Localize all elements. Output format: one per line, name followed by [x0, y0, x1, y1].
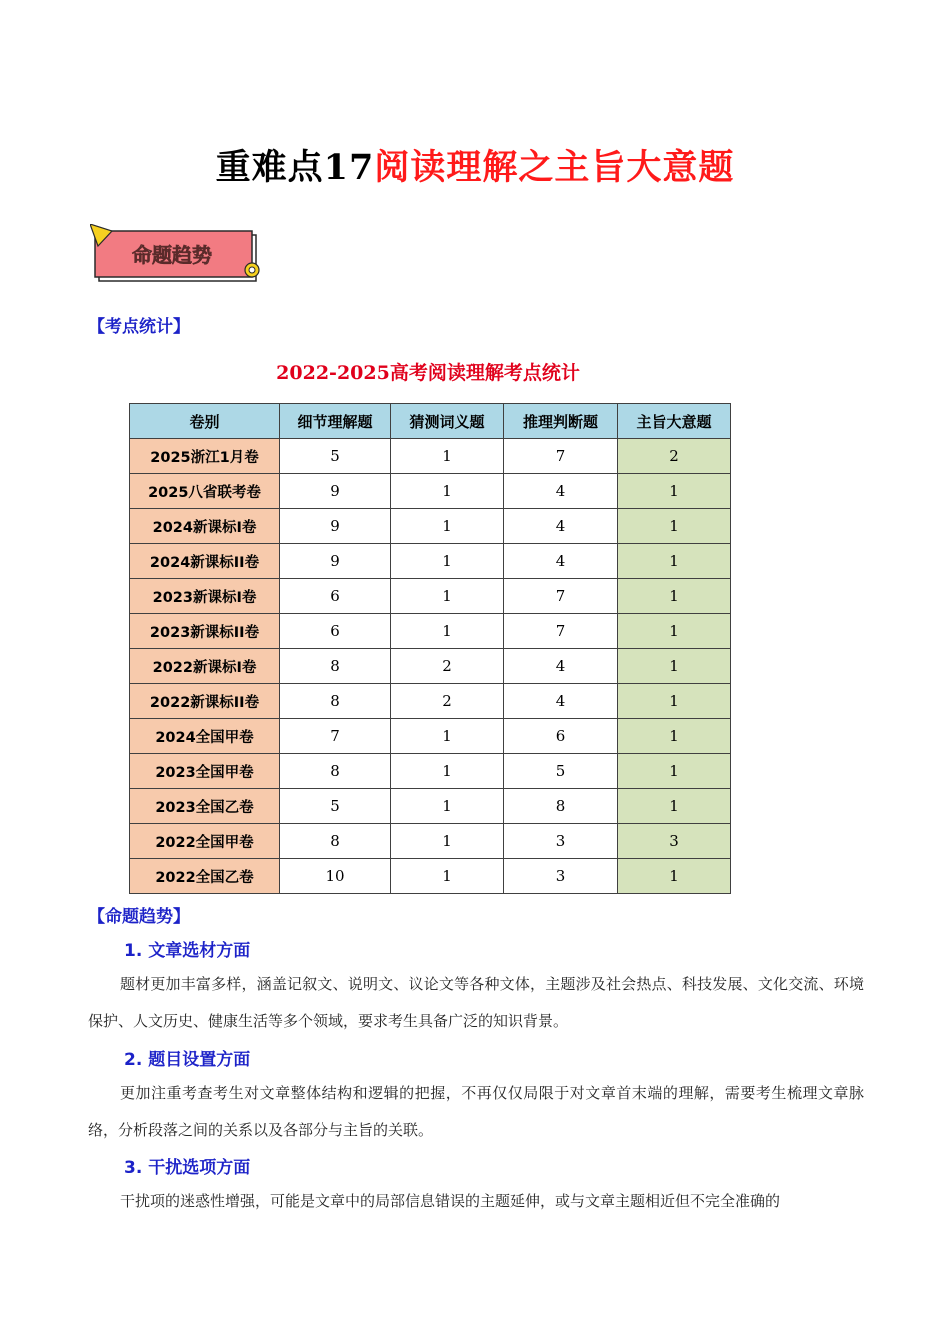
- title-number: 17: [323, 147, 375, 188]
- table-row: [130, 614, 731, 649]
- table-row: [130, 579, 731, 614]
- paper-name-cell: 2022全国乙卷: [130, 859, 280, 894]
- count-cell: 5: [504, 754, 618, 789]
- table-row: [130, 789, 731, 824]
- count-cell: 4: [504, 649, 618, 684]
- count-cell: 8: [280, 754, 391, 789]
- count-cell: 3: [618, 824, 731, 859]
- count-cell: 8: [280, 649, 391, 684]
- section-paragraph: 更加注重考查考生对文章整体结构和逻辑的把握，不再仅仅局限于对文章首末端的理解，需要考生梳理文章脉络，分析段落之间的关系以及各部分与主旨的关联。: [88, 1084, 864, 1139]
- section-heading: 3. 干扰选项方面: [124, 1158, 251, 1178]
- section-paragraph: 干扰项的迷惑性增强，可能是文章中的局部信息错误的主题延伸，或与文章主题相近但不完全准确的: [120, 1192, 781, 1210]
- paper-name-cell: 2024新课标II卷: [130, 544, 280, 579]
- table-row: [130, 684, 731, 719]
- count-cell: 7: [504, 579, 618, 614]
- table-row: [130, 649, 731, 684]
- count-cell: 10: [280, 859, 391, 894]
- count-cell: 1: [618, 649, 731, 684]
- count-cell: 1: [618, 509, 731, 544]
- paper-name-cell: 2022新课标I卷: [130, 649, 280, 684]
- count-cell: 1: [391, 509, 504, 544]
- section-heading: 1. 文章选材方面: [124, 941, 251, 961]
- count-cell: 1: [391, 754, 504, 789]
- table-row: [130, 439, 731, 474]
- header-cell: 猜测词义题: [391, 404, 504, 439]
- count-cell: 6: [280, 614, 391, 649]
- count-cell: 8: [280, 824, 391, 859]
- count-cell: 8: [504, 789, 618, 824]
- count-cell: 2: [391, 684, 504, 719]
- trend-label: 【命题趋势】: [88, 907, 190, 927]
- count-cell: 1: [391, 474, 504, 509]
- count-cell: 1: [618, 719, 731, 754]
- count-cell: 1: [391, 789, 504, 824]
- stats-table: [129, 403, 731, 894]
- stats-label: 【考点统计】: [88, 317, 190, 337]
- paper-name-cell: 2025八省联考卷: [130, 474, 280, 509]
- header-cell: 主旨大意题: [618, 404, 731, 439]
- count-cell: 1: [391, 719, 504, 754]
- paper-name-cell: 2022新课标II卷: [130, 684, 280, 719]
- count-cell: 2: [391, 649, 504, 684]
- count-cell: 9: [280, 474, 391, 509]
- count-cell: 6: [504, 719, 618, 754]
- count-cell: 1: [618, 684, 731, 719]
- count-cell: 1: [391, 544, 504, 579]
- table-header-row: [130, 404, 731, 439]
- count-cell: 6: [280, 579, 391, 614]
- table-row: [130, 859, 731, 894]
- table-row: [130, 509, 731, 544]
- header-cell: 卷别: [130, 404, 280, 439]
- count-cell: 1: [618, 579, 731, 614]
- count-cell: 1: [618, 789, 731, 824]
- count-cell: 2: [618, 439, 731, 474]
- table-row: [130, 544, 731, 579]
- count-cell: 1: [618, 614, 731, 649]
- count-cell: 5: [280, 789, 391, 824]
- count-cell: 1: [391, 439, 504, 474]
- table-row: [130, 824, 731, 859]
- section-heading: 2. 题目设置方面: [124, 1050, 251, 1070]
- count-cell: 4: [504, 544, 618, 579]
- paper-name-cell: 2023新课标I卷: [130, 579, 280, 614]
- table-row: [130, 719, 731, 754]
- paper-name-cell: 2023新课标II卷: [130, 614, 280, 649]
- count-cell: 1: [618, 474, 731, 509]
- count-cell: 4: [504, 509, 618, 544]
- table-row: [130, 474, 731, 509]
- header-cell: 推理判断题: [504, 404, 618, 439]
- table-title: 2022-2025高考阅读理解考点统计: [276, 362, 580, 384]
- badge-label: 命题趋势: [132, 243, 212, 267]
- trend-badge: [90, 224, 262, 286]
- count-cell: 4: [504, 474, 618, 509]
- count-cell: 9: [280, 544, 391, 579]
- header-cell: 细节理解题: [280, 404, 391, 439]
- paper-name-cell: 2025浙江1月卷: [130, 439, 280, 474]
- count-cell: 7: [504, 439, 618, 474]
- count-cell: 1: [391, 859, 504, 894]
- page-title: [0, 140, 950, 190]
- count-cell: 7: [504, 614, 618, 649]
- count-cell: 1: [391, 824, 504, 859]
- count-cell: 9: [280, 509, 391, 544]
- count-cell: 1: [391, 614, 504, 649]
- title-highlight: 阅读理解之主旨大意题: [374, 148, 735, 188]
- badge-graphic: [90, 224, 262, 286]
- section-paragraph: 题材更加丰富多样，涵盖记叙文、说明文、议论文等各种文体，主题涉及社会热点、科技发展、文化交流、环境保护、人文历史、健康生活等多个领域，要求考生具备广泛的知识背景。: [88, 975, 864, 1030]
- paper-name-cell: 2024新课标I卷: [130, 509, 280, 544]
- count-cell: 3: [504, 824, 618, 859]
- count-cell: 1: [618, 754, 731, 789]
- count-cell: 1: [391, 579, 504, 614]
- paper-name-cell: 2023全国乙卷: [130, 789, 280, 824]
- count-cell: 4: [504, 684, 618, 719]
- count-cell: 8: [280, 684, 391, 719]
- paper-name-cell: 2022全国甲卷: [130, 824, 280, 859]
- count-cell: 1: [618, 544, 731, 579]
- paper-name-cell: 2024全国甲卷: [130, 719, 280, 754]
- count-cell: 5: [280, 439, 391, 474]
- count-cell: 3: [504, 859, 618, 894]
- paper-name-cell: 2023全国甲卷: [130, 754, 280, 789]
- count-cell: 7: [280, 719, 391, 754]
- title-prefix: 重难点: [215, 148, 324, 188]
- count-cell: 1: [618, 859, 731, 894]
- table-row: [130, 754, 731, 789]
